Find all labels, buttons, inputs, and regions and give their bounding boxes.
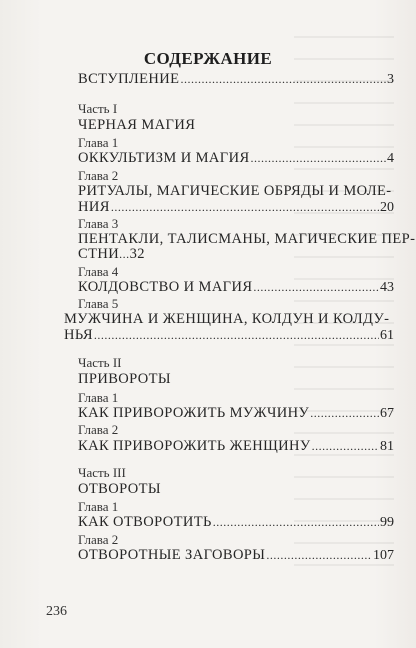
toc-entry-page: 61 [380, 328, 394, 343]
chapter-label: Глава 2 [78, 532, 119, 547]
part-title: ЧЕРНАЯ МАГИЯ [78, 117, 196, 133]
chapter-label: Глава 1 [78, 390, 119, 405]
part-label: Часть I [78, 101, 118, 116]
toc-entry-title: КОЛДОВСТВО И МАГИЯ [78, 279, 253, 295]
toc-entry-title-line1: МУЖЧИНА И ЖЕНЩИНА, КОЛДУН И КОЛДУ- [64, 311, 390, 327]
chapter-label: Глава 5 [78, 296, 119, 311]
toc-entry-page: 67 [380, 406, 394, 421]
toc-entry-page: 81 [380, 439, 394, 454]
part-label: Часть II [78, 355, 122, 370]
chapter-label: Глава 1 [78, 499, 119, 514]
toc-entry [78, 404, 394, 423]
toc-entry: СТНИ...32 [78, 246, 145, 262]
toc-entry-page: 20 [380, 200, 394, 215]
dot-leader [266, 546, 372, 564]
bleed-through-shadow [294, 36, 394, 576]
toc-entry-title-line2: НИЯ [78, 199, 110, 215]
page-number: 236 [46, 604, 67, 619]
toc-entry-page: 99 [380, 515, 394, 530]
toc-entry [78, 513, 394, 532]
toc-entry-page: 3 [387, 72, 394, 87]
toc-entry-page: 32 [129, 246, 145, 262]
chapter-label: Глава 3 [78, 216, 119, 231]
dot-leader [251, 149, 386, 167]
dot-leader [310, 404, 379, 422]
dot-leader [312, 437, 379, 455]
part-label: Часть III [78, 465, 126, 480]
part-title: ОТВОРОТЫ [78, 481, 161, 497]
dot-leader [94, 326, 379, 344]
chapter-label: Глава 2 [78, 422, 119, 437]
toc-entry-title: КАК ПРИВОРОЖИТЬ ЖЕНЩИНУ [78, 438, 311, 454]
toc-entry-title: КАК ПРИВОРОЖИТЬ МУЖЧИНУ [78, 405, 310, 421]
toc-heading: СОДЕРЖАНИЕ [143, 49, 273, 68]
toc-entry-page: 107 [373, 548, 394, 563]
toc-entry [78, 198, 394, 217]
toc-entry [64, 326, 394, 345]
toc-entry-title: ВСТУПЛЕНИЕ [78, 71, 180, 87]
dot-leader [213, 513, 379, 531]
toc-entry-title: ОТВОРОТНЫЕ ЗАГОВОРЫ [78, 547, 266, 563]
toc-entry-title-line1: РИТУАЛЫ, МАГИЧЕСКИЕ ОБРЯДЫ И МОЛЕ- [78, 183, 392, 199]
chapter-label: Глава 2 [78, 168, 119, 183]
toc-entry-title: КАК ОТВОРОТИТЬ [78, 514, 212, 530]
dot-leader [111, 198, 379, 216]
toc-entry-title: ОККУЛЬТИЗМ И МАГИЯ [78, 150, 250, 166]
toc-entry-intro [78, 70, 394, 89]
toc-entry [78, 149, 394, 168]
dot-leader [253, 278, 379, 296]
toc-entry-page: 43 [380, 280, 394, 295]
part-title: ПРИВОРОТЫ [78, 371, 171, 387]
toc-entry-title-line2: СТНИ [78, 246, 120, 262]
toc-entry-title-line1: ПЕНТАКЛИ, ТАЛИСМАНЫ, МАГИЧЕСКИЕ ПЕР- [78, 231, 416, 247]
toc-entry [78, 278, 394, 297]
chapter-label: Глава 1 [78, 135, 119, 150]
chapter-label: Глава 4 [78, 264, 119, 279]
toc-entry-page: 4 [387, 151, 394, 166]
dot-leader [180, 70, 386, 88]
toc-entry-title-line2: НЬЯ [64, 327, 93, 343]
toc-entry [78, 437, 394, 456]
toc-entry [78, 546, 394, 565]
